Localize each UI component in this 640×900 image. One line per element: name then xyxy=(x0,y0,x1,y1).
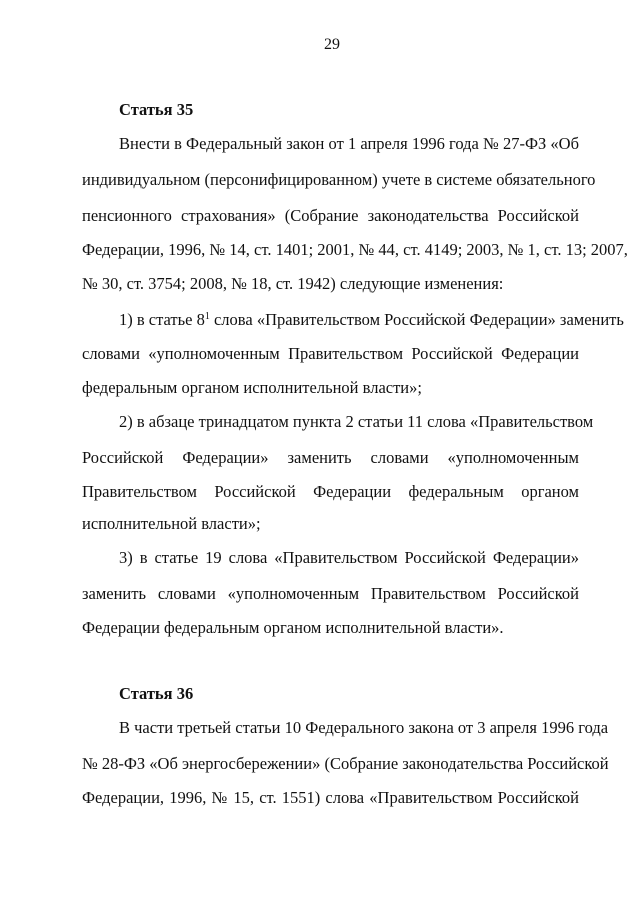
article-35-line-4: Федерации, 1996, № 14, ст. 1401; 2001, № 44, ст. 4149; 2003, № 1, ст. 13; 2007, xyxy=(82,240,628,259)
article-35-item-2-line-1: 2) в абзаце тринадцатом пункта 2 статьи 11 слова «Правительством xyxy=(119,412,594,431)
article-35-heading: Статья 35 xyxy=(119,100,194,119)
article-35-item-2-line-2: Российской Федерации» заменить словами «уполномоченным xyxy=(82,448,579,467)
article-35-line-2: индивидуальном (персонифицированном) учете в системе обязательного xyxy=(82,170,596,189)
article-35-item-3-line-3: Федерации федеральным органом исполнительной власти». xyxy=(82,618,504,637)
article-35-line-1: Внести в Федеральный закон от 1 апреля 1996 года № 27-ФЗ «Об xyxy=(119,134,579,153)
page-number: 29 xyxy=(324,36,340,53)
article-35-item-2-line-3: Правительством Российской Федерации федеральным органом xyxy=(82,482,579,501)
article-35-item-1-line-3: федеральным органом исполнительной власти»; xyxy=(82,378,422,397)
article-35-item-1-line-1 xyxy=(119,310,624,330)
article-35-item-3-line-1: 3) в статье 19 слова «Правительством Российской Федерации» xyxy=(119,548,579,567)
article-35-line-3: пенсионного страхования» (Собрание законодательства Российской xyxy=(82,206,579,225)
item-1-prefix: 1) в статье 8 xyxy=(119,310,205,329)
item-1-superscript: 1 xyxy=(204,311,210,322)
article-36-heading: Статья 36 xyxy=(119,684,194,703)
article-35-item-2-line-4: исполнительной власти»; xyxy=(82,514,261,533)
article-36-line-2: № 28-ФЗ «Об энергосбережении» (Собрание законодательства Российской xyxy=(82,754,609,773)
article-36-line-1: В части третьей статьи 10 Федерального закона от 3 апреля 1996 года xyxy=(119,718,609,737)
article-35-item-1-line-2: словами «уполномоченным Правительством Российской Федерации xyxy=(82,344,579,363)
article-35-line-5: № 30, ст. 3754; 2008, № 18, ст. 1942) следующие изменения: xyxy=(82,274,504,293)
article-36-line-3: Федерации, 1996, № 15, ст. 1551) слова «Правительством Российской xyxy=(82,788,579,807)
article-35-item-3-line-2: заменить словами «уполномоченным Правительством Российской xyxy=(82,584,579,603)
item-1-suffix: слова «Правительством Российской Федерации» заменить xyxy=(209,310,624,329)
